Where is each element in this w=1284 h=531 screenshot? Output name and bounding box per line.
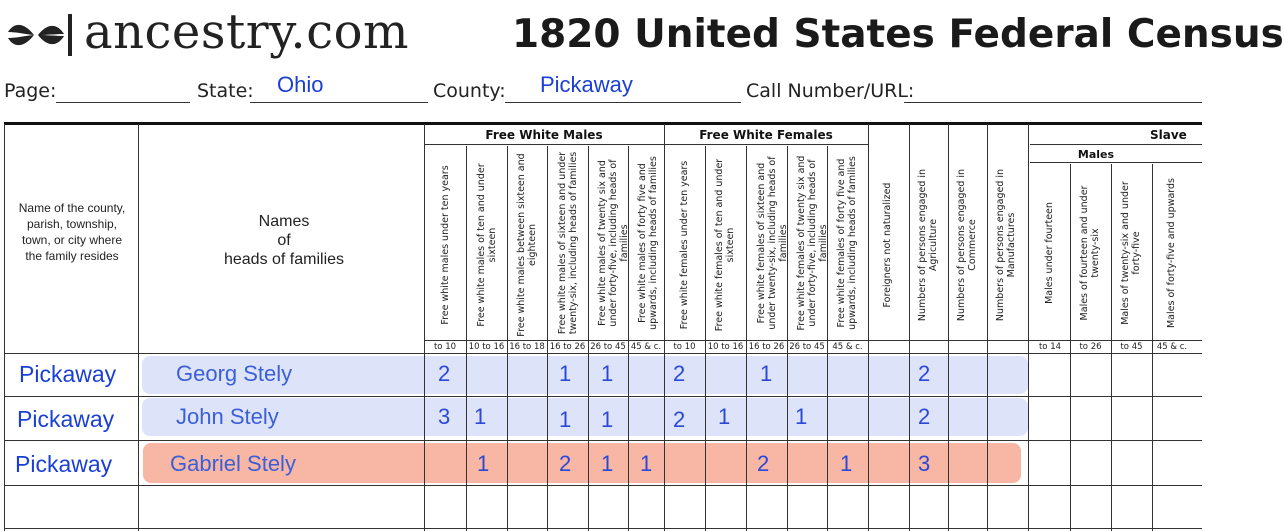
col-header-7: Free white females of ten and under sixteen (714, 158, 736, 332)
row-cell: 1 (474, 404, 487, 429)
range-label: 45 & c. (1156, 342, 1188, 352)
col-header-13: Numbers of persons engaged in Commerce (956, 168, 978, 322)
row-name: Gabriel Stely (170, 451, 296, 476)
range-label: 16 to 18 (509, 342, 545, 352)
col-line (948, 124, 949, 531)
row-cell: 2 (559, 451, 572, 476)
col-header-18: Males of forty-five and upwards (1166, 177, 1177, 329)
col-header-0: Free white males under ten years (440, 165, 451, 325)
col-line (705, 146, 706, 531)
range-label: 45 & c. (832, 342, 863, 352)
col-header-15: Males under fourteen (1044, 202, 1055, 304)
range-label: to 10 (433, 342, 457, 352)
col-header-4: Free white males of twenty six and under forty-five, including heads of families (597, 159, 630, 327)
place-column-border (138, 124, 139, 531)
county-field (505, 102, 741, 103)
names-header-line2: of (277, 232, 291, 249)
range-label: 45 & c. (630, 342, 662, 352)
logo-text: ancestry.com (84, 4, 409, 60)
row-cell: 3 (438, 404, 451, 429)
row-cell: 1 (718, 404, 731, 429)
row-cell: 2 (757, 451, 770, 476)
county-value: Pickaway (540, 72, 633, 97)
call-number-field (904, 102, 1202, 103)
row-cell: 3 (918, 451, 931, 476)
row-county: Pickaway (17, 406, 115, 432)
row-cell: 1 (601, 361, 614, 386)
county-label: County: (433, 80, 506, 102)
col-header-5: Free white males of forty five and upwards, including heads of families (637, 156, 659, 330)
col-header-6: Free white females under ten years (679, 160, 690, 330)
slaves-header: Slave (1150, 128, 1187, 142)
row-cell: 1 (559, 361, 572, 386)
names-header-line3: heads of families (223, 251, 345, 268)
row-cell: 1 (601, 407, 614, 432)
col-line (547, 146, 548, 531)
place-column-header: Name of the county, parish, township, town, or city where the family resides (18, 201, 126, 263)
page-label: Page: (4, 80, 57, 102)
males-header: Males (1077, 148, 1115, 161)
header-divider (424, 340, 1202, 341)
col-line (868, 124, 869, 531)
col-line (909, 124, 910, 531)
col-header-14: Numbers of persons engaged in Manufactures (995, 168, 1017, 322)
range-label: to 45 (1120, 342, 1143, 352)
row-county: Pickaway (19, 361, 117, 387)
slaves-column-border (1028, 124, 1029, 531)
row-cell: 1 (760, 361, 773, 386)
ancestry-leaf-icon (4, 10, 80, 60)
col-line (746, 146, 747, 531)
header-bottom-line (4, 353, 1202, 354)
free-white-males-header: Free White Males (485, 128, 603, 142)
slave-group-line (1030, 144, 1202, 145)
col-line (466, 146, 467, 531)
range-label: 10 to 16 (707, 342, 744, 352)
row-line-4 (4, 528, 1202, 529)
call-number-label: Call Number/URL: (746, 80, 915, 102)
range-label: 10 to 16 (468, 342, 505, 352)
col-line (987, 124, 988, 531)
males-group-line (1030, 162, 1202, 163)
row-cell: 1 (795, 404, 808, 429)
col-header-10: Free white females of forty five and upwards, including heads of families (836, 156, 858, 330)
row-line-2 (4, 440, 1202, 441)
range-label: 26 to 45 (789, 342, 825, 352)
range-label: 16 to 26 (549, 342, 586, 352)
row-cell: 1 (559, 407, 572, 432)
row-cell: 1 (601, 451, 614, 476)
group-header-line (424, 144, 868, 145)
table-left-border (4, 124, 5, 531)
table-top-border (4, 122, 1202, 125)
col-header-8: Free white females of sixteen and under twenty-six, including heads of families (756, 156, 789, 330)
col-line (507, 146, 508, 531)
row-name: Georg Stely (176, 361, 293, 386)
row-cell: 2 (673, 407, 686, 432)
col-header-3: Free white males of sixteen and under twenty-six, including heads of families (557, 151, 579, 335)
names-column-header (184, 212, 384, 269)
page-field (56, 102, 190, 103)
names-header-line1: Names (258, 213, 310, 230)
row-county: Pickaway (15, 451, 113, 477)
row-cell: 1 (477, 451, 490, 476)
range-label: 16 to 26 (748, 342, 785, 352)
col-line (588, 146, 589, 531)
row-cell: 2 (918, 361, 931, 386)
row-cell: 1 (840, 451, 853, 476)
row-cell: 2 (438, 361, 451, 386)
names-column-border (424, 124, 425, 531)
row-line-3 (4, 485, 1202, 486)
range-label: 26 to 45 (590, 342, 626, 352)
range-label: to 10 (673, 342, 696, 352)
col-header-2: Free white males between sixteen and eighteen (516, 153, 538, 337)
col-header-12: Numbers of persons engaged in Agriculture (917, 168, 939, 322)
state-label: State: (197, 80, 254, 102)
row-cell: 2 (918, 404, 931, 429)
row-name: John Stely (176, 404, 279, 429)
free-white-females-header: Free White Females (699, 128, 833, 142)
state-field (250, 102, 428, 103)
col-header-11: Foreigners not naturalized (882, 182, 893, 308)
range-label: to 26 (1079, 342, 1102, 352)
range-label: to 14 (1038, 342, 1062, 352)
state-value: Ohio (277, 72, 324, 97)
row-line-1 (4, 396, 1202, 397)
row-cell: 1 (640, 451, 653, 476)
col-line (664, 124, 665, 531)
col-header-16: Males of fourteen and under twenty-six (1079, 185, 1101, 321)
col-header-17: Males of twenty-six and under forty-five (1120, 181, 1142, 325)
page-title: 1820 United States Federal Census (512, 12, 1284, 57)
col-header-1: Free white males of ten and under sixteen (476, 163, 498, 327)
col-header-9: Free white females of twenty six and under forty-five, including heads of families (796, 155, 829, 331)
row-cell: 2 (673, 361, 686, 386)
